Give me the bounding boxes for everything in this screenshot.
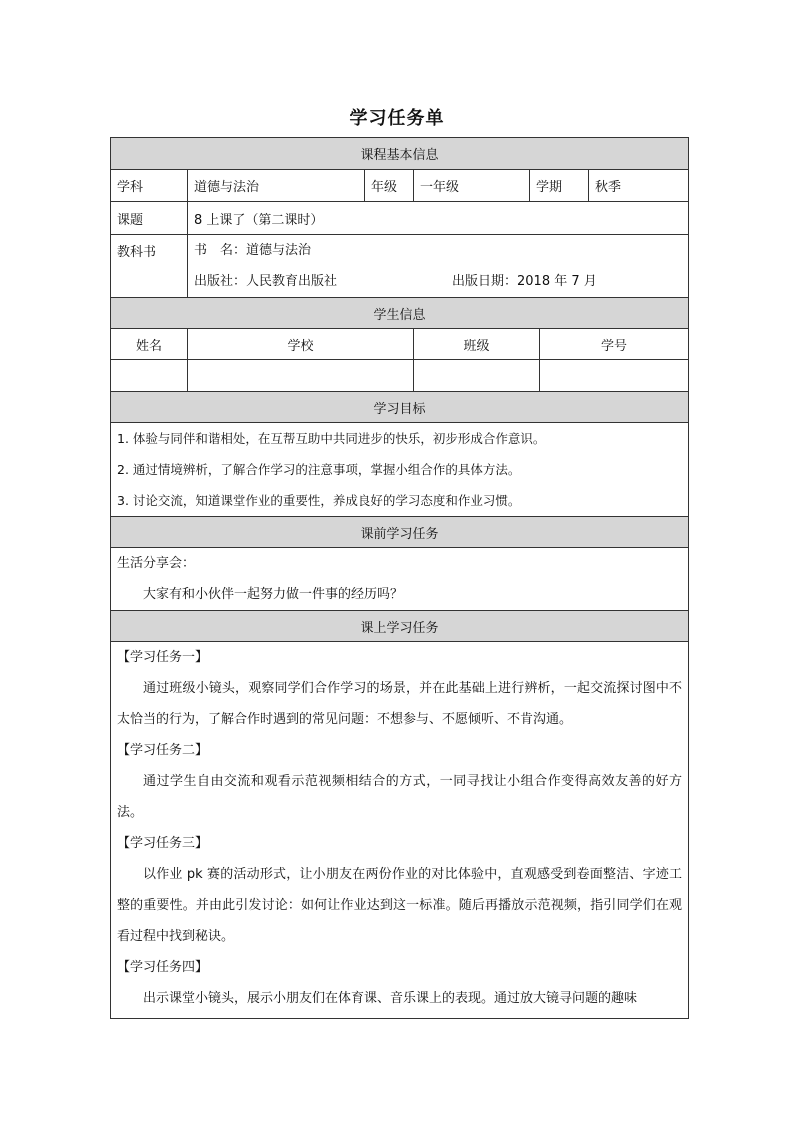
grade-value: 一年级	[414, 170, 530, 202]
goal-item: 3. 讨论交流，知道课堂作业的重要性，养成良好的学习态度和作业习惯。	[117, 493, 521, 508]
term-label: 学期	[530, 170, 589, 202]
lesson-label: 课题	[111, 202, 188, 235]
in-class-header: 课上学习任务	[111, 611, 689, 642]
lesson-value: 8 上课了（第二课时）	[188, 202, 689, 235]
in-class-body	[111, 642, 689, 1019]
page-title: 学习任务单	[349, 108, 445, 129]
task-text: 通过学生自由交流和观看示范视频相结合的方式，一同寻找让小组合作变得高效友善的好方法。	[117, 774, 683, 820]
task-title: 【学习任务一】	[117, 650, 209, 665]
student-school-cell[interactable]	[188, 360, 414, 392]
textbook-info	[188, 235, 689, 298]
subject-value: 道德与法治	[188, 170, 365, 202]
task-title: 【学习任务四】	[117, 960, 209, 975]
task-title: 【学习任务三】	[117, 836, 209, 851]
task-text: 出示课堂小镜头，展示小朋友们在体育课、音乐课上的表现。通过放大镜寻问题的趣味	[143, 991, 638, 1006]
task-text: 通过班级小镜头，观察同学们合作学习的场景，并在此基础上进行辨析，一起交流探讨图中不太恰当的行为，了解合作时遇到的常见问题：不想参与、不愿倾听、不肯沟通。	[117, 681, 683, 727]
textbook-label: 教科书	[111, 235, 188, 298]
goals-header: 学习目标	[111, 392, 689, 423]
subject-label: 学科	[111, 170, 188, 202]
student-school-header: 学校	[188, 329, 414, 360]
pre-class-body	[111, 548, 689, 611]
pre-class-label: 生活分享会：	[117, 556, 196, 571]
in-class-tasks	[117, 642, 682, 1018]
task-sheet-table	[110, 137, 688, 1019]
pre-class-header: 课前学习任务	[111, 517, 689, 548]
student-class-cell[interactable]	[414, 360, 540, 392]
course-info-header: 课程基本信息	[111, 138, 689, 170]
grade-label: 年级	[365, 170, 414, 202]
student-name-cell[interactable]	[111, 360, 188, 392]
publisher: 出版社：人民教育出版社	[194, 274, 338, 289]
pre-class-question: 大家有和小伙伴一起努力做一件事的经历吗？	[143, 587, 404, 602]
task-title: 【学习任务二】	[117, 743, 209, 758]
student-class-header: 班级	[414, 329, 540, 360]
student-name-header: 姓名	[111, 329, 188, 360]
student-id-cell[interactable]	[540, 360, 689, 392]
term-value: 秋季	[589, 170, 689, 202]
goal-item: 1. 体验与同伴和谐相处，在互帮互助中共同进步的快乐，初步形成合作意识。	[117, 431, 546, 446]
goals-list	[111, 423, 689, 517]
book-name: 书 名：道德与法治	[194, 243, 312, 258]
publisher-line	[194, 266, 682, 297]
goal-item: 2. 通过情境辨析，了解合作学习的注意事项，掌握小组合作的具体方法。	[117, 462, 521, 477]
publish-date: 出版日期：2018 年 7 月	[452, 274, 597, 289]
student-id-header: 学号	[540, 329, 689, 360]
student-info-header: 学生信息	[111, 298, 689, 329]
task-text: 以作业 pk 赛的活动形式，让小朋友在两份作业的对比体验中，直观感受到卷面整洁、字迹工整的重要性。并由此引发讨论：如何让作业达到这一标准。随后再播放示范视频，指引同学们在观看过程中找到秘诀。	[117, 867, 683, 944]
